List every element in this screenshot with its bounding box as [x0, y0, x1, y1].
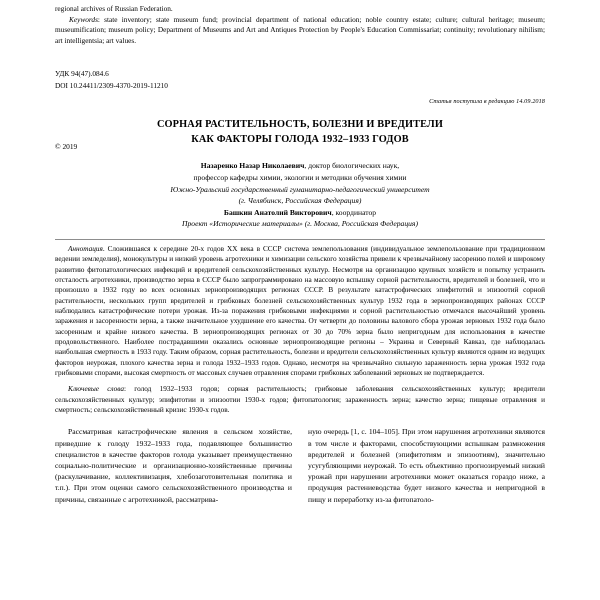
- abstract-text: . Сложившаяся к середине 20-х годов XX века в СССР система землепользования (индивидуальное землепользование при традиционном ведении земледелия), монокультуры и низкий уровень агротехники и химизации сельского хозяйства привели к чрезвычайному засорению полей и широкому развитию фитопатологических инфекций и вредителей сельскохозяйственных культур. Несмотря на организацию крупных хозяйств и попытку устранить отсталость агротехники, производство зерна в СССР было запрограммировано на массовую вспышку сорной растительности, вредителей и болезней, что и произошло в 1932 году во всех основных зернопроизводящих регионах СССР. В результате катастрофических эпифитотий и эпизоотий сорной растительности, нескольких групп вредителей и грибковых болезней сельскохозяйственных культур 1932 года в зернопроизводящих районах СССР наблюдались катастрофические потери урожая. Из-за поражения грибковыми инфекциями и сорной растительностью отмечался высочайший уровень заражения и засоренности зерна, а также значительное ухудшение его качества. От четверти до половины валового сбора урожая зерновых 1932 года было засоренным и крайне низкого качества. В зернопроизводящих регионах от 30 до 70% зерна было непригодным для использования в качестве продовольственного. Наиболее пострадавшими оказались основные зернопроизводящие регионы – Украина и Северный Кавказ, где наблюдалась наибольшая смертность в 1933 году. Таким образом, сорная растительность, болезни и вредители сельскохозяйственных культур являются одним из ведущих факторов неурожая, плохого качества зерна и голода 1932–1933 годов. Однако, несмотря на чрезвычайно сильную зараженность зерна урожая 1932 года грибковыми спорами, высокая смертность от массовых случаев отравления спорами грибковых заболеваний зерновых не подтверждается.: [55, 244, 545, 378]
- author-2-name: Башкин Анатолий Викторович: [223, 207, 332, 217]
- body-right-paragraph: ную очередь [1, с. 104–105]. При этом нарушения агротехники являются в том числе и факторами, способствующими вспышкам размножения вредителей и болезней (эпифитотиям и эпизоотиям), значительно усугубляющими неурожай. То есть объективно прогнозируемый низкий урожай при нарушении агротехники может оказаться гораздо ниже, а продукция растениеводства будет низкого качества и непригодной в пищу и переработку из-за фитопатоло-: [308, 427, 545, 504]
- author-1-degree: , доктор биологических наук,: [304, 161, 400, 171]
- previous-abstract-last-line: regional archives of Russian Federation.: [55, 4, 173, 13]
- body-left-paragraph: Рассматривая катастрофические явления в сельском хозяйстве, приведшие к голоду 1932–1933 года, подавляющее большинство специалистов в качестве факторов голода указывает преимущественно социально-политические и организационно-хозяйственные причины (раскулачивание, коллективизация, хлебозаготовительная политика и т.п.). При этом оценки самого сельскохозяйственного производства и причины, связанные с агротехникой, рассматрива-: [55, 427, 292, 504]
- body-column-right: [308, 426, 545, 504]
- article-title: [55, 117, 545, 147]
- article-title-line-1: СОРНАЯ РАСТИТЕЛЬНОСТЬ, БОЛЕЗНИ И ВРЕДИТЕЛИ: [156, 119, 444, 131]
- author-2-name-line: [55, 207, 545, 219]
- abstract-paragraph: [55, 244, 545, 378]
- author-1-location: (г. Челябинск, Российская Федерация): [238, 196, 362, 206]
- received-date: Статья поступила в редакцию 14.09.2018: [429, 98, 545, 106]
- author-2-affiliation: Проект «Исторические материалы» (г. Москва, Российская Федерация): [182, 219, 418, 229]
- english-keywords-text: : state inventory; state museum fund; provincial department of national education; noble country estate; culture; cultural heritage; museum; museumification; museum policy; Department of Museums and Art and Antiques Protection by People's Education Commissariat; continuity; revolutionary nihilism; art intelligentsia; art values.: [55, 14, 545, 45]
- keywords-paragraph: [55, 384, 545, 415]
- author-1-affiliation: Южно-Уральский государственный гуманитарно-педагогический университет: [170, 184, 430, 194]
- doi-code[interactable]: DOI 10.24411/2309-4370-2019-11210: [55, 80, 168, 90]
- keywords-text: : голод 1932–1933 годов; сорная растительность; грибковые заболевания сельскохозяйственных культур; вредители сельскохозяйственных культур; эпифитотии и эпизоотии 1930-х годов; фитопатология; зараженность зерна; качество зерна; пищевые отравления и смертность; сельскохозяйственный кризис 1930-х годов.: [55, 385, 545, 415]
- author-1-name: Назаренко Назар Николаевич: [200, 161, 305, 171]
- previous-article-tail: [55, 0, 545, 46]
- author-1-name-line: [55, 160, 545, 172]
- abstract-divider: [55, 239, 545, 240]
- abstract-label: Аннотация: [68, 244, 103, 253]
- english-keywords-paragraph: [55, 15, 545, 47]
- classification-codes: [55, 68, 545, 91]
- copyright-notice: © 2019: [55, 142, 78, 151]
- authors-block: [55, 160, 545, 230]
- udc-code: УДК 94(47).084.6: [55, 69, 109, 79]
- keywords-label: Ключевые слова: [68, 385, 125, 394]
- body-column-left: [55, 426, 292, 504]
- author-2-degree: , координатор: [331, 207, 377, 217]
- author-1-position: профессор кафедры химии, экологии и методики обучения химии: [193, 172, 407, 182]
- body-columns: [55, 426, 545, 504]
- english-keywords-label: Keywords: [69, 14, 98, 24]
- article-title-line-2: КАК ФАКТОРЫ ГОЛОДА 1932–1933 ГОДОВ: [191, 134, 409, 146]
